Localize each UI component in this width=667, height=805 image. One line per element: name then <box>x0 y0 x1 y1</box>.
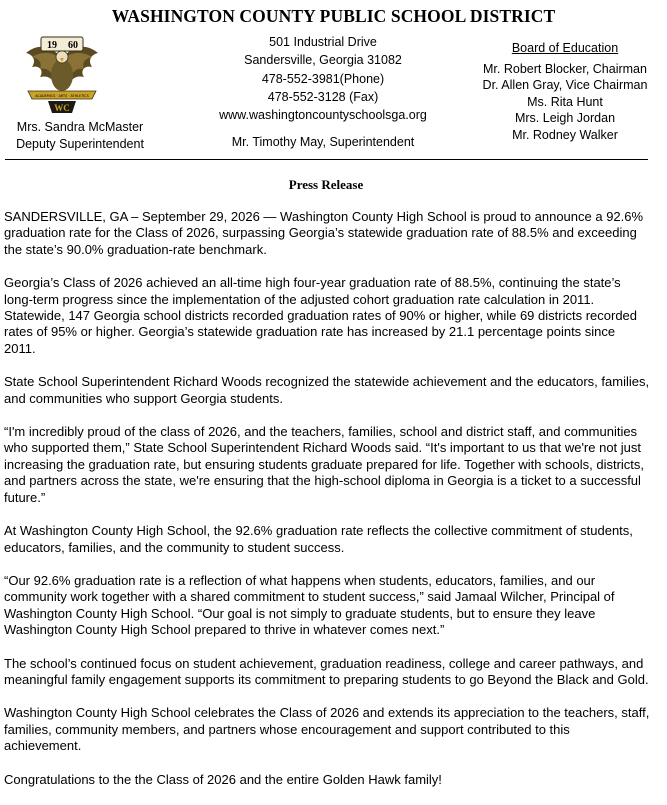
board-member: Mrs. Leigh Jordan <box>514 111 616 126</box>
body-paragraph: Congratulations to the the Class of 2026 and the entire Golden Hawk family! <box>4 771 442 787</box>
body-paragraph: At Washington County High School, the 92.6% graduation rate reflects the collective commitment of students, educators, families, and the community to student success. <box>4 523 633 555</box>
board-heading: Board of Education <box>511 41 619 55</box>
deputy-name: Mrs. Sandra McMaster <box>16 120 144 134</box>
city-state-zip: Sandersville, Georgia 31082 <box>244 53 402 68</box>
website-link[interactable]: www.washingtoncountyschoolsga.org <box>219 108 427 123</box>
board-member: Mr. Robert Blocker, Chairman <box>483 61 647 76</box>
board-member: Ms. Rita Hunt <box>527 94 603 109</box>
superintendent-name: Mr. Timothy May, Superintendent <box>231 135 415 150</box>
board-of-education <box>470 40 660 144</box>
body-paragraph: State School Superintendent Richard Woods recognized the statewide achievement and the educators, families, and communities who support Georgia students. <box>4 374 650 406</box>
fax-number: 478-552-3128 (Fax) <box>267 89 379 104</box>
body-paragraph: “I'm incredibly proud of the class of 2026, and the teachers, families, school and district staff, and communities who supported them,” State School Superintendent Richard Woods said. “It's important to us that we're not just increasing the graduation rate, but ensuring students graduate prepared for life. Together with schools, districts, and partners across the state, we're ensuring that the high-school diploma in Georgia is a ticket to a successful future.” <box>4 424 645 505</box>
press-release-title: Press Release <box>288 177 364 192</box>
seal-year-left: 19 <box>47 40 57 51</box>
board-member: Dr. Allen Gray, Vice Chairman <box>482 78 648 93</box>
body-paragraph: The school’s continued focus on student achievement, graduation readiness, college and career pathways, and meaningful family engagement supports its commitment to preparing students to go Beyond the Black and Gold. <box>4 655 649 687</box>
street-address: 501 Industrial Drive <box>269 35 377 49</box>
seal-ribbon-text: ACADEMICS · ARTS · ATHLETICS <box>35 94 89 98</box>
board-member: Mr. Rodney Walker <box>512 127 618 142</box>
body-paragraph: “Our 92.6% graduation rate is a reflection of what happens when students, educators, families, and our community work together with a shared commitment to student success,” said Jamaal Wilcher, Principal of Washington County High School. “Our goal is not simply to graduate students, but to ensure they leave Washington County High School prepared to thrive in whatever comes next.” <box>4 572 615 638</box>
body-paragraph: Washington County High School celebrates the Class of 2026 and extends its appreciation to the teachers, staff, families, community members, and partners whose encouragement and support contributed to this achievement. <box>4 705 650 754</box>
deputy-block <box>0 119 160 153</box>
district-seal-logo <box>24 31 100 117</box>
seal-year-right: 60 <box>68 40 78 51</box>
deputy-title: Deputy Superintendent <box>16 137 144 151</box>
body-paragraph: Georgia’s Class of 2026 achieved an all-time high four-year graduation rate of 88.5%, continuing the state’s long-term progress since the implementation of the adjusted cohort graduation rate calculation in 2011. Statewide, 147 Georgia school districts recorded graduation rates of 90% or higher, while 69 districts recorded rates of 95% or higher. Georgia’s statewide graduation rate has increased by 21.1 percentage points since 2011. <box>4 275 638 356</box>
phone-number: 478-552-3981(Phone) <box>261 71 385 86</box>
district-address-block <box>188 33 458 152</box>
district-name: WASHINGTON COUNTY PUBLIC SCHOOL DISTRICT <box>111 6 556 26</box>
seal-monogram: WC <box>54 103 70 113</box>
press-release-body <box>4 209 650 805</box>
body-paragraph: SANDERSVILLE, GA – September 29, 2026 — Washington County High School is proud to announce a 92.6% graduation rate for the Class of 2026, surpassing Georgia’s statewide graduation rate of 88.5% and exceeding the state’s 90.0% graduation-rate benchmark. <box>4 209 644 257</box>
header-divider <box>5 159 648 160</box>
